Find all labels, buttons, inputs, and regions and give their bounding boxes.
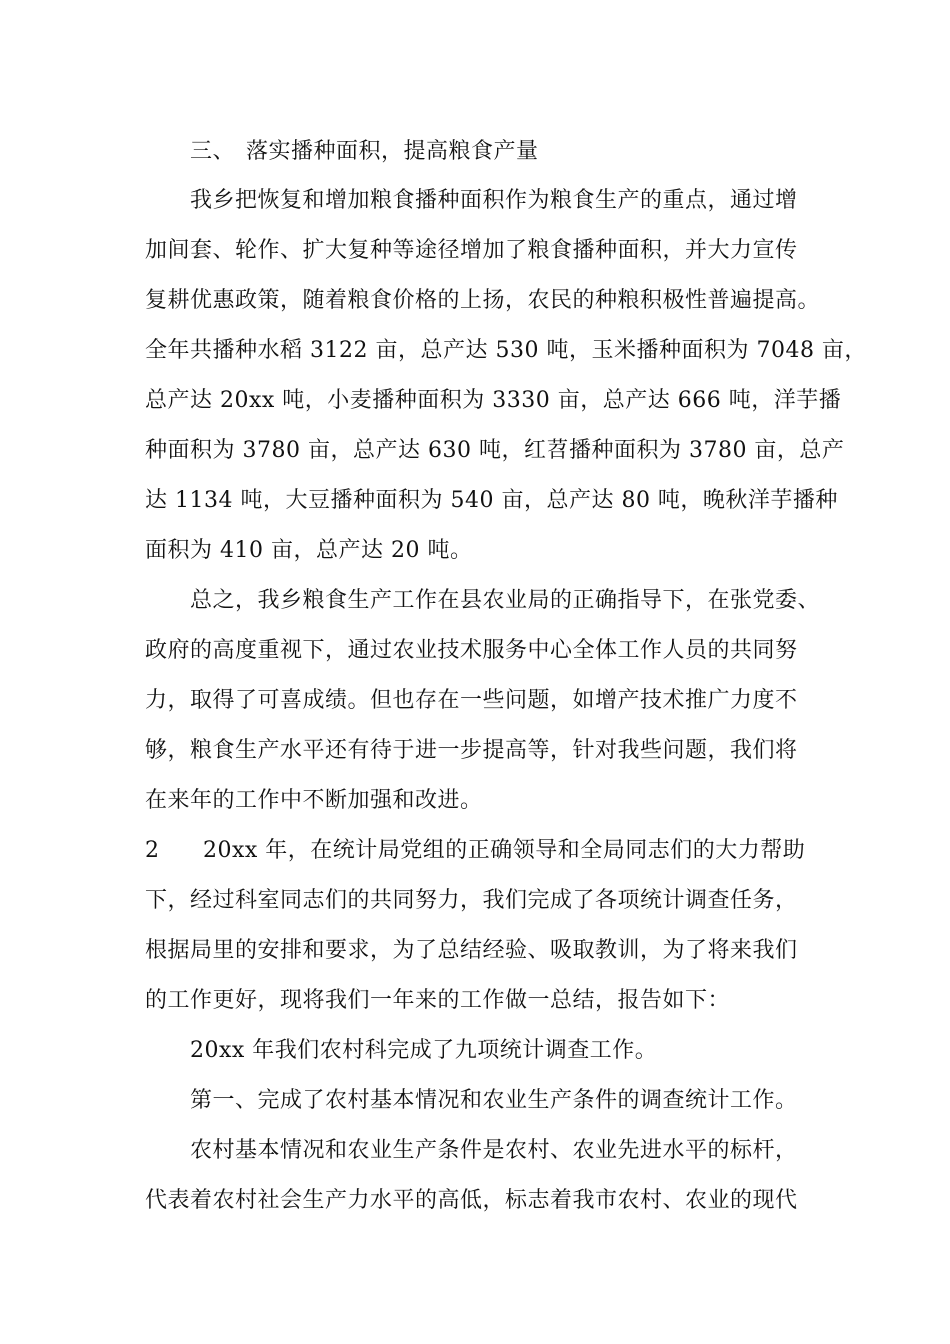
section-heading (190, 137, 539, 167)
paragraph-line: 全年共播种水稻 3122 亩，总产达 530 吨，玉米播种面积为 7048 亩， (145, 338, 867, 363)
item1-line: 农村基本情况和农业生产条件是农村、农业先进水平的标杆， (190, 1138, 798, 1163)
paragraph-line: 面积为 410 亩，总产达 20 吨。 (145, 538, 473, 563)
doc2-line: 下，经过科室同志们的共同努力，我们完成了各项统计调查任务， (145, 888, 798, 913)
summary-line: 政府的高度重视下，通过农业技术服务中心全体工作人员的共同努 (145, 638, 798, 663)
paragraph-line: 种面积为 3780 亩，总产达 630 吨，红苕播种面积为 3780 亩，总产 (145, 438, 845, 463)
paragraph-line: 复耕优惠政策，随着粮食价格的上扬，农民的种粮积极性普遍提高。 (145, 288, 821, 313)
paragraph-line: 达 1134 吨，大豆播种面积为 540 亩，总产达 80 吨，晚秋洋芋播种 (145, 488, 838, 513)
doc2-line: 20xx 年，在统计局党组的正确领导和全局同志们的大力帮助 (203, 838, 806, 863)
summary-line: 力，取得了可喜成绩。但也存在一些问题，如增产技术推广力度不 (145, 688, 798, 713)
item1-heading: 第一、完成了农村基本情况和农业生产条件的调查统计工作。 (190, 1088, 798, 1113)
summary-line: 够，粮食生产水平还有待于进一步提高等，针对我些问题，我们将 (145, 738, 798, 763)
doc2-intro: 20xx 年我们农村科完成了九项统计调查工作。 (190, 1038, 658, 1063)
summary-line: 在来年的工作中不断加强和改进。 (145, 788, 483, 813)
paragraph-line: 总产达 20xx 吨，小麦播种面积为 3330 亩，总产达 666 吨，洋芋播 (145, 388, 842, 413)
document-marker: 2 (145, 838, 160, 863)
paragraph-line: 加间套、轮作、扩大复种等途径增加了粮食播种面积，并大力宣传 (145, 238, 798, 263)
paragraph-line: 我乡把恢复和增加粮食播种面积作为粮食生产的重点，通过增 (190, 188, 798, 213)
item1-line: 代表着农村社会生产力水平的高低，标志着我市农村、农业的现代 (145, 1188, 798, 1213)
doc2-line: 的工作更好，现将我们一年来的工作做一总结，报告如下： (145, 988, 731, 1013)
section-number: 三、 (190, 139, 236, 164)
doc2-first-line (145, 836, 805, 866)
summary-line: 总之，我乡粮食生产工作在县农业局的正确指导下，在张党委、 (190, 588, 821, 613)
section-title: 落实播种面积，提高粮食产量 (246, 139, 539, 164)
doc2-line: 根据局里的安排和要求，为了总结经验、吸取教训，为了将来我们 (145, 938, 798, 963)
